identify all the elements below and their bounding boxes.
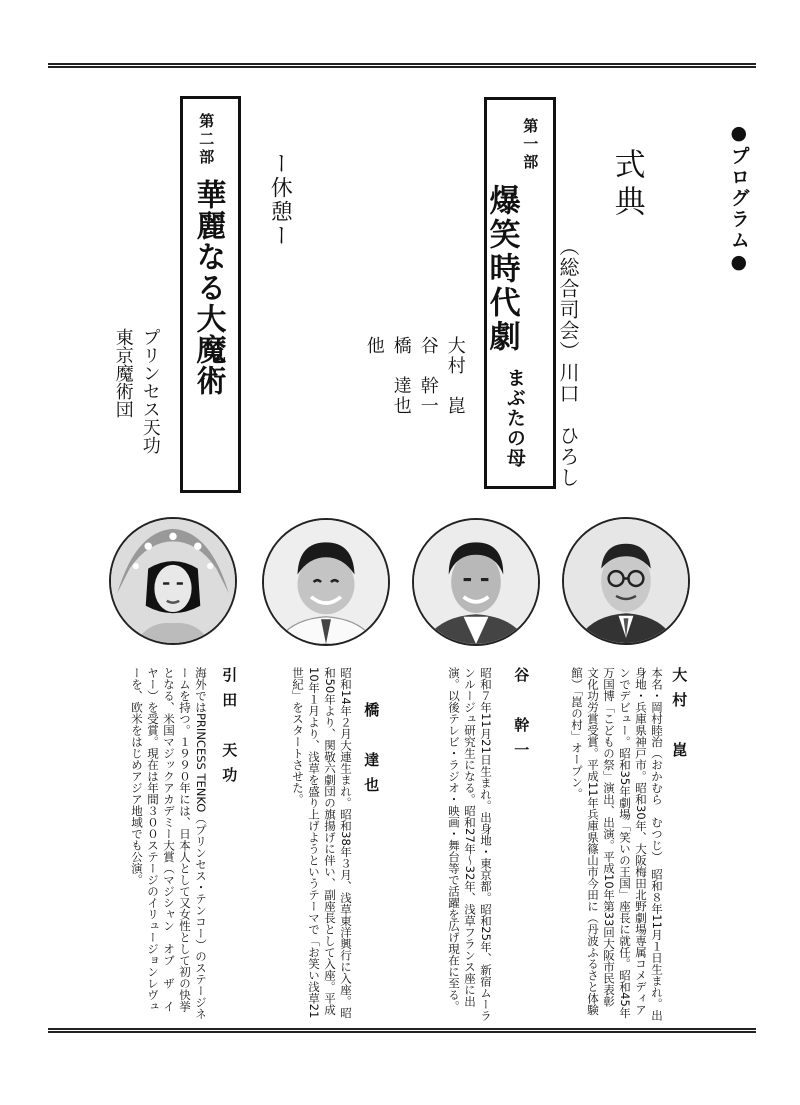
part1-box [484,97,556,489]
part1-title: 爆笑時代劇 [483,184,520,354]
portrait-man-icon [414,520,538,644]
program-heading: ●プログラム● [727,122,750,275]
portrait-glasses-icon [564,519,688,643]
cast-member: 橋 達也 [390,336,412,416]
bio-text: 昭和７年11月21日生まれ。出身地・東京都。昭和25年、新宿ムーランルージュ研究生になる。昭和27年〜32年、浅草フランス座に出演。以後テレビ・ラジオ・映画・舞台等で活躍を広げ現在に至る。 [447,667,493,1022]
part2-label: 第二部 [197,113,216,167]
portrait-hashi [262,518,390,646]
part1-label: 第一部 [521,118,540,172]
intermission: ー休憩ー [267,152,293,248]
ceremony-mc: （総合司会）川口 ひろし [556,236,580,488]
bio-name: 引田 天功 [220,667,239,792]
performer: プリンセス天功 [139,328,161,454]
part1-subtitle: まぶたの母 [503,368,526,468]
bio-name: 大村 崑 [670,667,689,767]
cast-member: 谷 幹一 [417,336,439,416]
bio-text: 海外ではPRINCESS TENKO（プリンセス・テンコー）のステージネームを持つ。１９９０年には、日本人として又女性として初の快挙となる、米国マジックアカデミー大賞（マジシャン オブ ザ イヤー）を受賞。現在は年間３００ステージのイリュージョンレヴューを、欧米をはじめアジア地域でも公演。 [130,667,208,1020]
portrait-tani [412,518,540,646]
bio-text: 昭和14年２月大連生まれ。昭和38年３月、浅草東洋興行に入座。昭和50年より、関敬六劇団の旗揚げに伴い、副座長として入座。平成10年１月より、浅草を盛り上げようというテーマで「お笑い浅草21世紀」をスタートさせた。 [291,667,353,1019]
cast-member: 他 [363,336,385,356]
bio-name: 橋 達也 [362,702,381,802]
portrait-omura [562,517,690,645]
ceremony-title: 式典 [608,148,645,222]
top-rule [48,63,756,68]
portrait-tenko [109,517,237,645]
part2-box [180,96,241,493]
performer: 東京魔術団 [112,328,134,418]
portrait-tie-icon [264,520,388,644]
bio-name: 谷 幹一 [512,667,531,767]
part2-title: 華麗なる大魔術 [190,179,226,396]
bottom-rule [48,1028,756,1033]
cast-member: 大村 崑 [444,336,466,416]
bio-text: 本名・岡村睦治（おかむら むつじ） 昭和８年11月１日生まれ。出身地・兵庫県神戸市。昭和30年、大阪梅田北野劇場専属コメディアンでデビュー。昭和35年劇場「笑いの王国」座長に就任。昭和45年万国博「こどもの祭」演出、出演。平成10年第33回大阪市民表彰 文化功労賞受賞。平成11年兵庫県篠山市今田に（丹波ふるさと体験館）「崑の村」オープン。 [570,667,664,1021]
portrait-headdress-icon [111,519,235,643]
